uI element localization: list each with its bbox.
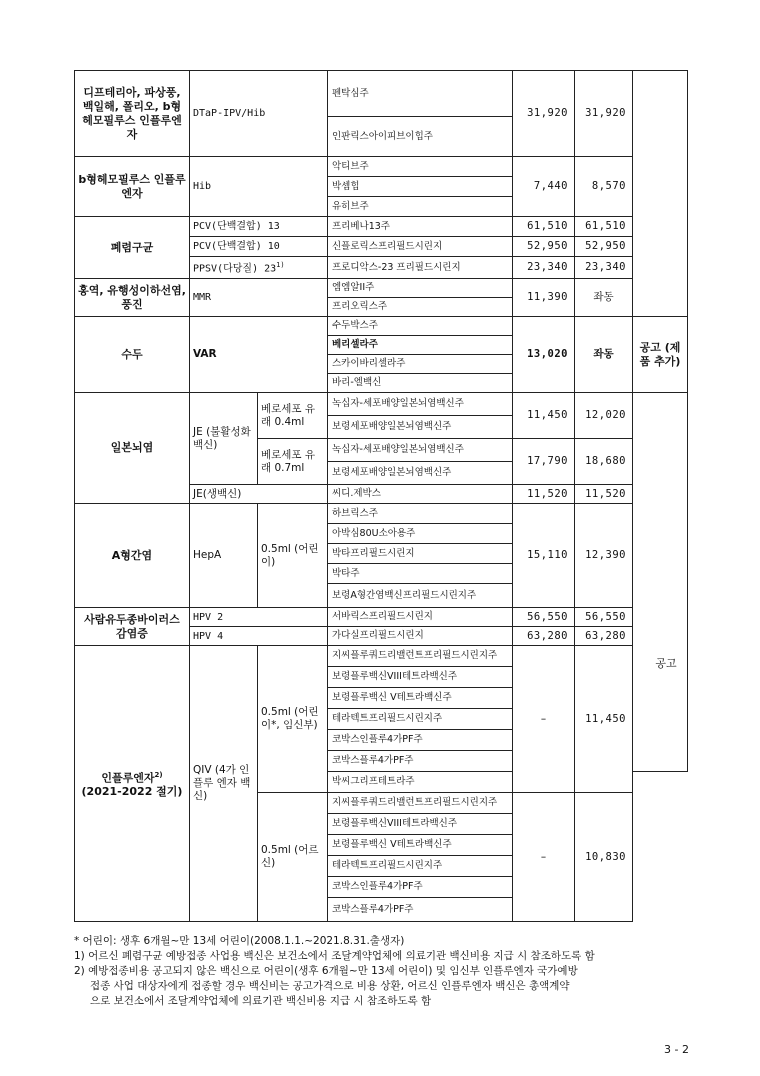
type-mmr: MMR (190, 279, 328, 317)
vaccine-item: 보령A형간염백신프리필드시린지주 (328, 584, 513, 608)
note-notice-added: 공고 (제품 추가) (633, 317, 688, 393)
disease-pneumo: 폐렴구균 (75, 217, 190, 279)
footnote-mark: 2) (154, 770, 163, 779)
hepa-dose: 0.5ml (어린이) (258, 504, 328, 608)
price-child: 31,920 (513, 71, 575, 157)
price-adult: 61,510 (575, 217, 633, 237)
price-adult: 56,550 (575, 608, 633, 627)
footnote-2: 2) 예방접종비용 공고되지 않은 백신으로 어린이(생후 6개월~만 13세 어린이) 및 임신부 인플루엔자 국가예방 (74, 965, 578, 977)
type-hepa: HepA (190, 504, 258, 608)
price-adult: 23,340 (575, 257, 633, 279)
flu-season: (2021-2022 절기) (81, 785, 183, 799)
vaccine-item: 가다실프리필드시린지 (328, 627, 513, 646)
price-child: 7,440 (513, 157, 575, 217)
vaccine-item: 베리셀라주 (328, 336, 513, 355)
vaccine-item: 인판릭스아이피브이힙주 (328, 117, 513, 157)
price-adult: 10,830 (575, 793, 633, 922)
vaccine-item: 코박스인플루4가PF주 (328, 877, 513, 898)
price-adult: 좌동 (575, 279, 633, 317)
price-child: 56,550 (513, 608, 575, 627)
type-hpv4: HPV 4 (190, 627, 328, 646)
flu-dose-child: 0.5ml (어린이*, 임신부) (258, 646, 328, 793)
price-child: – (513, 646, 575, 793)
vaccine-item: 박타주 (328, 564, 513, 584)
footnotes (74, 934, 694, 1009)
note-cell-empty (633, 71, 688, 317)
vaccine-price-table (74, 70, 688, 922)
price-adult: 11,520 (575, 485, 633, 504)
vaccine-item: 보령세포배양일본뇌염백신주 (328, 462, 513, 485)
page-number: 3 - 2 (664, 1043, 689, 1056)
vaccine-item: 박씨그리프테트라주 (328, 772, 513, 793)
footnote-mark: 1) (276, 261, 285, 270)
vaccine-item: 프리오릭스주 (328, 298, 513, 317)
note-cell-empty (633, 393, 688, 772)
flu-label: 인플루엔자 (101, 771, 155, 785)
price-child: – (513, 793, 575, 922)
price-adult: 8,570 (575, 157, 633, 217)
type-hib: Hib (190, 157, 328, 217)
price-child: 61,510 (513, 217, 575, 237)
vaccine-item: 펜탁심주 (328, 71, 513, 117)
price-adult: 12,390 (575, 504, 633, 608)
vaccine-item: 테라텍트프리필드시린지주 (328, 709, 513, 730)
disease-dtap: 디프테리아, 파상풍, 백일해, 폴리오, b형헤모필루스 인플루엔자 (75, 71, 190, 157)
vaccine-item: 보령세포배양일본뇌염백신주 (328, 416, 513, 439)
disease-var: 수두 (75, 317, 190, 393)
vaccine-item: 씨디.제박스 (328, 485, 513, 504)
disease-flu (75, 646, 190, 922)
vaccine-item: 프로디악스-23 프리필드시린지 (328, 257, 513, 279)
disease-hib: b형헤모필루스 인플루엔자 (75, 157, 190, 217)
type-pcv10: PCV(단백결합) 10 (190, 237, 328, 257)
footnote-2-cont: 으로 보건소에서 조달계약업체에 의료기관 백신비용 지급 시 참조하도록 함 (90, 995, 432, 1007)
price-child: 15,110 (513, 504, 575, 608)
vaccine-item: 악티브주 (328, 157, 513, 177)
vaccine-item: 보령플루백신 V테트라백신주 (328, 835, 513, 856)
type-qiv: QIV (4가 인플루 엔자 백신) (190, 646, 258, 922)
vaccine-item: 박타프리필드시린지 (328, 544, 513, 564)
vaccine-item: 녹십자-세포배양일본뇌염백신주 (328, 393, 513, 416)
vaccine-item: 지씨플루쿼드리밸런트프리필드시린지주 (328, 793, 513, 814)
vaccine-item: 보령플루백신VIII테트라백신주 (328, 814, 513, 835)
vaccine-item: 보령플루백신VIII테트라백신주 (328, 667, 513, 688)
price-child: 52,950 (513, 237, 575, 257)
price-child: 63,280 (513, 627, 575, 646)
price-child: 11,450 (513, 393, 575, 439)
vaccine-item: 프리베나13주 (328, 217, 513, 237)
disease-hpv: 사람유두종바이러스 감염증 (75, 608, 190, 646)
vaccine-item: 하브릭스주 (328, 504, 513, 524)
flu-dose-elderly: 0.5ml (어르신) (258, 793, 328, 922)
vaccine-item: 스카이바리셀라주 (328, 355, 513, 374)
type-ppsv23 (190, 257, 328, 279)
footnote-2-cont: 접종 사업 대상자에게 접종할 경우 백신비는 공고가격으로 비용 상환, 어르신 인플루엔자 백신은 총액계약 (90, 980, 570, 992)
price-adult: 52,950 (575, 237, 633, 257)
disease-mmr: 홍역, 유행성이하선염, 풍진 (75, 279, 190, 317)
vaccine-item: 수두박스주 (328, 317, 513, 336)
type-hpv2: HPV 2 (190, 608, 328, 627)
price-child: 13,020 (513, 317, 575, 393)
vaccine-item: 박셈힙 (328, 177, 513, 197)
price-adult: 11,450 (575, 646, 633, 793)
price-child: 23,340 (513, 257, 575, 279)
vaccine-item: 테라텍트프리필드시린지주 (328, 856, 513, 877)
vaccine-item: 엠엠알II주 (328, 279, 513, 298)
footnote-1: 1) 어르신 폐렴구균 예방접종 사업용 백신은 보건소에서 조달계약업체에 의료기관 백신비용 지급 시 참조하도록 함 (74, 950, 595, 962)
price-adult: 18,680 (575, 439, 633, 485)
price-child: 11,390 (513, 279, 575, 317)
vaccine-item: 아박심80U소아용주 (328, 524, 513, 544)
vaccine-item: 녹십자-세포배양일본뇌염백신주 (328, 439, 513, 462)
type-label: PPSV(다당질) 23 (193, 263, 277, 275)
je-sub-07ml: 베로세포 유래 0.7ml (258, 439, 328, 485)
vaccine-item: 코박스플루4가PF주 (328, 898, 513, 922)
type-je-live: JE(생백신) (190, 485, 328, 504)
type-je-inactivated: JE (불활성화 백신) (190, 393, 258, 485)
vaccine-item: 유히브주 (328, 197, 513, 217)
vaccine-item: 코박스인플루4가PF주 (328, 730, 513, 751)
type-pcv13: PCV(단백결합) 13 (190, 217, 328, 237)
footnote-star: * 어린이: 생후 6개월~만 13세 어린이(2008.1.1.~2021.8.31.출생자) (74, 935, 405, 947)
price-child: 17,790 (513, 439, 575, 485)
je-sub-04ml: 베로세포 유래 0.4ml (258, 393, 328, 439)
price-adult: 63,280 (575, 627, 633, 646)
vaccine-item: 바리-엘백신 (328, 374, 513, 393)
disease-hepa: A형간염 (75, 504, 190, 608)
vaccine-item: 보령플루백신 V테트라백신주 (328, 688, 513, 709)
disease-je: 일본뇌염 (75, 393, 190, 504)
vaccine-item: 신플로릭스프리필드시린지 (328, 237, 513, 257)
vaccine-item: 서바릭스프리필드시린지 (328, 608, 513, 627)
vaccine-item: 지씨플루쿼드리밸런트프리필드시린지주 (328, 646, 513, 667)
type-var: VAR (190, 317, 328, 393)
note-flu: 공고 (655, 657, 677, 670)
vaccine-item: 코박스플루4가PF주 (328, 751, 513, 772)
price-adult: 12,020 (575, 393, 633, 439)
price-adult: 좌동 (575, 317, 633, 393)
type-dtap: DTaP-IPV/Hib (190, 71, 328, 157)
price-adult: 31,920 (575, 71, 633, 157)
price-child: 11,520 (513, 485, 575, 504)
